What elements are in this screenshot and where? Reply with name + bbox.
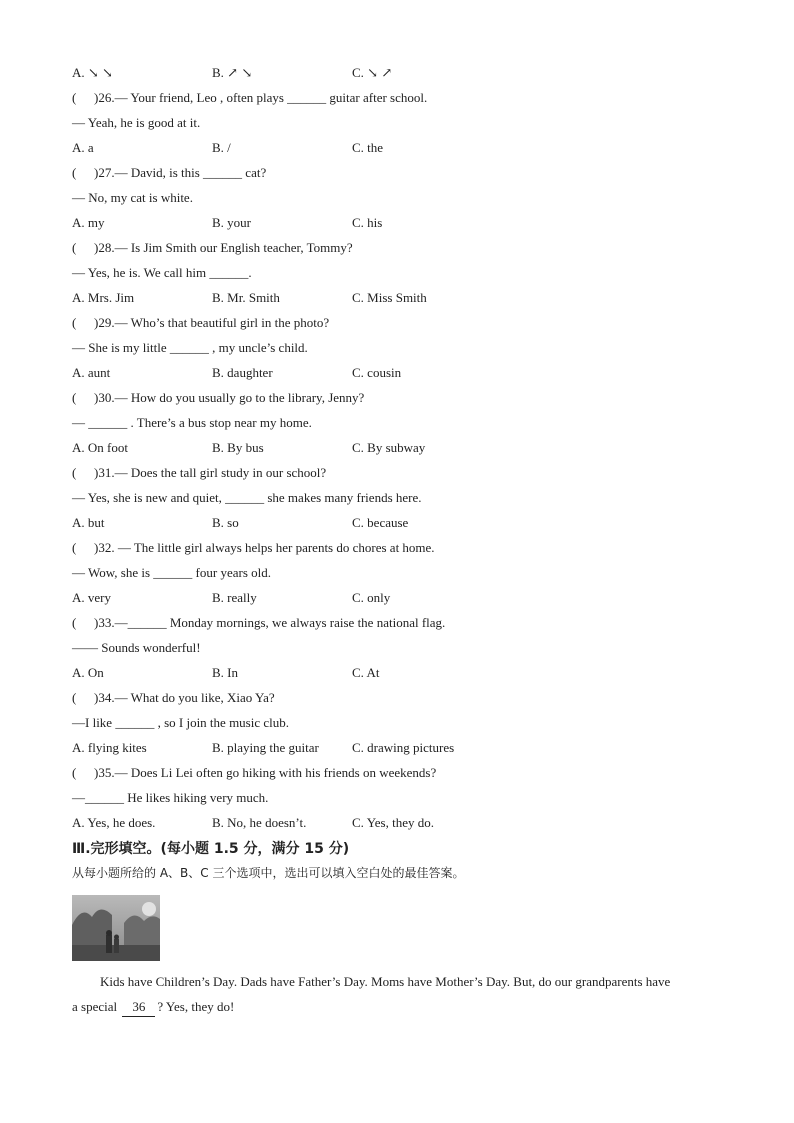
option-c: C. Yes, they do. [352, 815, 434, 830]
question-text: )30.— How do you usually go to the library, Jenny? [94, 390, 365, 405]
option-b: B. ↗ ↘ [212, 65, 253, 80]
option-c: C. ↘ ↗ [352, 65, 393, 80]
option-a: A. Mrs. Jim [72, 290, 135, 305]
question-stem [72, 614, 445, 632]
option-a: A. On [72, 665, 104, 680]
option-b: B. By bus [212, 440, 264, 455]
option-a: A. but [72, 515, 105, 530]
section-heading: Ⅲ.完形填空。(每小题 1.5 分，满分 15 分) [72, 841, 350, 857]
option-b: B. really [212, 590, 257, 605]
answer-paren[interactable]: ( [72, 315, 77, 330]
question-stem [72, 314, 329, 332]
option-a: A. aunt [72, 365, 111, 380]
answer-paren[interactable]: ( [72, 540, 77, 555]
option-a: A. ↘ ↘ [72, 65, 113, 80]
option-c: C. At [352, 665, 380, 680]
option-b: B. In [212, 665, 238, 680]
answer-paren[interactable]: ( [72, 690, 77, 705]
question-reply: — No, my cat is white. [72, 190, 193, 205]
question-stem [72, 389, 364, 407]
option-a: A. a [72, 140, 94, 155]
option-a: A. On foot [72, 440, 128, 455]
option-b: B. playing the guitar [212, 740, 319, 755]
option-c: C. cousin [352, 365, 402, 380]
option-b: B. your [212, 215, 251, 230]
question-reply: — Yes, she is new and quiet, ______ she makes many friends here. [72, 490, 422, 505]
passage-illustration [72, 895, 160, 961]
option-c: C. By subway [352, 440, 426, 455]
option-c: C. Miss Smith [352, 290, 427, 305]
question-text: )26.— Your friend, Leo , often plays ______ guitar after school. [94, 90, 428, 105]
answer-paren[interactable]: ( [72, 465, 77, 480]
answer-paren[interactable]: ( [72, 765, 77, 780]
blank-36: 36 [122, 998, 155, 1017]
option-c: C. drawing pictures [352, 740, 455, 755]
question-stem [72, 689, 275, 707]
option-a: A. my [72, 215, 105, 230]
question-text: )27.— David, is this ______ cat? [94, 165, 267, 180]
option-b: B. daughter [212, 365, 273, 380]
option-b: B. so [212, 515, 239, 530]
question-stem [72, 164, 266, 182]
option-c: C. his [352, 215, 383, 230]
option-c: C. because [352, 515, 409, 530]
question-stem [72, 539, 435, 557]
option-b: B. Mr. Smith [212, 290, 280, 305]
question-stem [72, 764, 436, 782]
question-reply: —I like ______ , so I join the music club. [72, 715, 290, 730]
answer-paren[interactable]: ( [72, 390, 77, 405]
question-text: )31.— Does the tall girl study in our school? [94, 465, 327, 480]
option-a: A. flying kites [72, 740, 147, 755]
option-a: A. Yes, he does. [72, 815, 156, 830]
passage-line-1: Kids have Children’s Day. Dads have Father’s Day. Moms have Mother’s Day. But, do our grandparents have [100, 974, 671, 989]
passage-text: a special [72, 999, 118, 1014]
question-text: )32. — The little girl always helps her parents do chores at home. [94, 540, 435, 555]
option-b: B. / [212, 140, 231, 155]
answer-paren[interactable]: ( [72, 90, 77, 105]
question-stem [72, 239, 353, 257]
question-reply: — She is my little ______ , my uncle’s child. [72, 340, 308, 355]
section-instruction: 从每小题所给的 A、B、C 三个选项中，选出可以填入空白处的最佳答案。 [72, 866, 465, 880]
question-text: )28.— Is Jim Smith our English teacher, Tommy? [94, 240, 353, 255]
question-reply: —— Sounds wonderful! [72, 640, 201, 655]
question-stem [72, 89, 427, 107]
question-reply: — Yeah, he is good at it. [72, 115, 201, 130]
question-text: )29.— Who’s that beautiful girl in the photo? [94, 315, 330, 330]
question-reply: —______ He likes hiking very much. [72, 790, 269, 805]
passage-text-end: ? Yes, they do! [157, 999, 235, 1014]
question-reply: — ______ . There’s a bus stop near my home. [72, 415, 312, 430]
question-reply: — Wow, she is ______ four years old. [72, 565, 271, 580]
question-text: )33.—______ Monday mornings, we always raise the national flag. [94, 615, 446, 630]
question-text: )34.— What do you like, Xiao Ya? [94, 690, 275, 705]
answer-paren[interactable]: ( [72, 615, 77, 630]
option-a: A. very [72, 590, 111, 605]
option-c: C. the [352, 140, 384, 155]
question-reply: — Yes, he is. We call him ______. [72, 265, 252, 280]
answer-paren[interactable]: ( [72, 240, 77, 255]
passage-line-2 [72, 998, 234, 1017]
question-stem [72, 464, 326, 482]
option-c: C. only [352, 590, 391, 605]
question-text: )35.— Does Li Lei often go hiking with his friends on weekends? [94, 765, 437, 780]
option-b: B. No, he doesn’t. [212, 815, 307, 830]
answer-paren[interactable]: ( [72, 165, 77, 180]
